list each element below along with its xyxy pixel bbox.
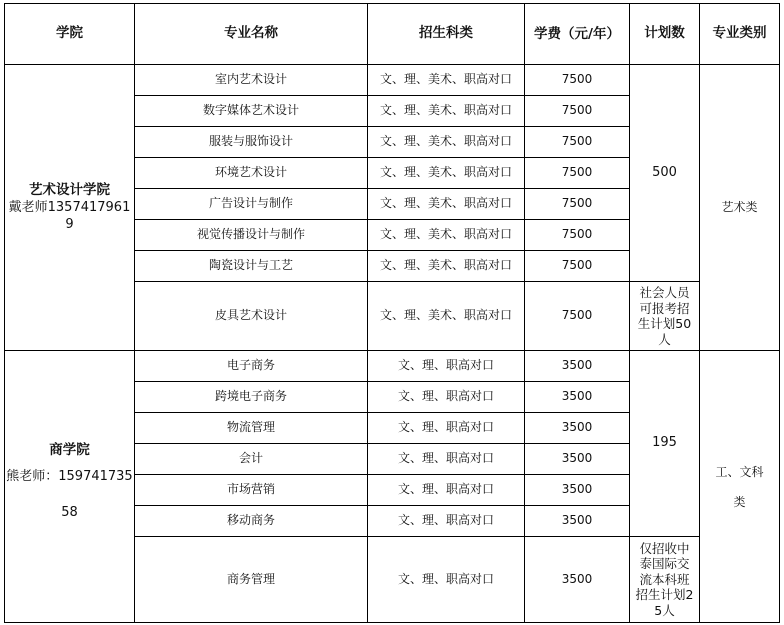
fee-cell: 3500: [525, 506, 630, 537]
header-subjects: 招生科类: [368, 4, 525, 65]
major-cell: 视觉传播设计与制作: [135, 220, 368, 251]
plan-cell: 195: [630, 351, 700, 537]
major-cell: 室内艺术设计: [135, 65, 368, 96]
subjects-cell: 文、理、美术、职高对口: [368, 96, 525, 127]
major-cell: 物流管理: [135, 413, 368, 444]
fee-cell: 7500: [525, 189, 630, 220]
plan-note-cell: 仅招收中泰国际交流本科班招生计划25人: [630, 537, 700, 623]
subjects-cell: 文、理、美术、职高对口: [368, 158, 525, 189]
major-cell: 电子商务: [135, 351, 368, 382]
major-cell: 会计: [135, 444, 368, 475]
header-fee: 学费（元/年）: [525, 4, 630, 65]
table-row: [5, 65, 780, 96]
category-cell: 工、文科类: [700, 351, 780, 623]
subjects-cell: 文、理、美术、职高对口: [368, 282, 525, 351]
plan-note-cell: 社会人员可报考招生计划50人: [630, 282, 700, 351]
subjects-cell: 文、理、美术、职高对口: [368, 189, 525, 220]
major-cell: 环境艺术设计: [135, 158, 368, 189]
subjects-cell: 文、理、职高对口: [368, 475, 525, 506]
table-row: [5, 351, 780, 382]
college-cell: [5, 351, 135, 623]
fee-cell: 7500: [525, 96, 630, 127]
major-cell: 服装与服饰设计: [135, 127, 368, 158]
plan-cell: 500: [630, 65, 700, 282]
header-plan: 计划数: [630, 4, 700, 65]
subjects-cell: 文、理、美术、职高对口: [368, 127, 525, 158]
subjects-cell: 文、理、职高对口: [368, 413, 525, 444]
subjects-cell: 文、理、职高对口: [368, 444, 525, 475]
fee-cell: 7500: [525, 282, 630, 351]
fee-cell: 7500: [525, 65, 630, 96]
subjects-cell: 文、理、美术、职高对口: [368, 65, 525, 96]
major-cell: 数字媒体艺术设计: [135, 96, 368, 127]
fee-cell: 7500: [525, 158, 630, 189]
enrollment-table: [4, 3, 780, 623]
college-name: 艺术设计学院: [29, 181, 110, 198]
college-name: 商学院: [49, 441, 90, 458]
fee-cell: 7500: [525, 220, 630, 251]
subjects-cell: 文、理、职高对口: [368, 382, 525, 413]
fee-cell: 7500: [525, 127, 630, 158]
major-cell: 移动商务: [135, 506, 368, 537]
subjects-cell: 文、理、职高对口: [368, 506, 525, 537]
major-cell: 皮具艺术设计: [135, 282, 368, 351]
fee-cell: 3500: [525, 475, 630, 506]
subjects-cell: 文、理、美术、职高对口: [368, 251, 525, 282]
fee-cell: 7500: [525, 251, 630, 282]
college-cell: [5, 65, 135, 351]
fee-cell: 3500: [525, 382, 630, 413]
major-cell: 陶瓷设计与工艺: [135, 251, 368, 282]
header-major: 专业名称: [135, 4, 368, 65]
category-cell: 艺术类: [700, 65, 780, 351]
header-row: [5, 4, 780, 65]
subjects-cell: 文、理、美术、职高对口: [368, 220, 525, 251]
subjects-cell: 文、理、职高对口: [368, 537, 525, 623]
major-cell: 跨境电子商务: [135, 382, 368, 413]
major-cell: 市场营销: [135, 475, 368, 506]
major-cell: 广告设计与制作: [135, 189, 368, 220]
major-cell: 商务管理: [135, 537, 368, 623]
fee-cell: 3500: [525, 351, 630, 382]
subjects-cell: 文、理、职高对口: [368, 351, 525, 382]
college-contact: 戴老师13574179619: [8, 200, 131, 233]
fee-cell: 3500: [525, 444, 630, 475]
header-college: 学院: [5, 4, 135, 65]
college-contact: 熊老师：15974173558: [6, 469, 133, 521]
fee-cell: 3500: [525, 537, 630, 623]
header-category: 专业类别: [700, 4, 780, 65]
fee-cell: 3500: [525, 413, 630, 444]
